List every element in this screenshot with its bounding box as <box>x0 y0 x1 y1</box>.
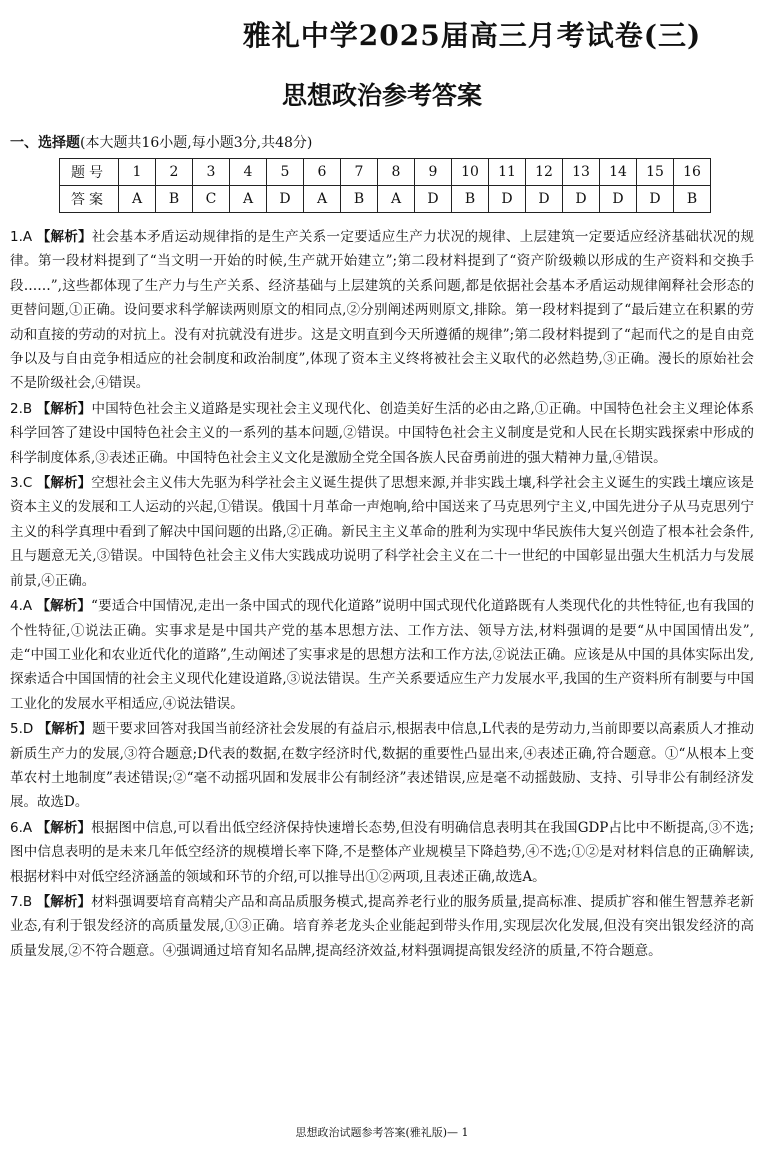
row-label-numbers: 题号 <box>60 159 119 186</box>
explanation-text: 中国特色社会主义道路是实现社会主义现代化、创造美好生活的必由之路,①正确。中国特色社会主义理论体系科学回答了建设中国特色社会主义的一系列的基本问题,②错误。中国特色社会主义制度是党和人民在长期实践探索中形成的科学制度体系,③表述正确。中国特色社会主义文化是激励全党全国各族人民奋勇前进的强大精神力量,④错误。 <box>10 400 755 466</box>
section-heading <box>10 132 312 152</box>
answer-table <box>59 158 711 213</box>
answer-cell: D <box>267 186 304 213</box>
answer-cell: D <box>600 186 637 213</box>
answer-cell: B <box>156 186 193 213</box>
page-footer: 思想政治试题参考答案(雅礼版)— 1 <box>295 1126 469 1139</box>
answer-row <box>60 186 711 213</box>
answer-cell: A <box>119 186 156 213</box>
explanation-tag: 【解析】 <box>36 598 92 615</box>
explanation-item <box>10 471 754 593</box>
explanation-tag: 【解析】 <box>36 893 92 910</box>
question-number-cell: 9 <box>415 159 452 186</box>
section-title: 一、选择题 <box>10 135 80 151</box>
answer-cell: B <box>341 186 378 213</box>
answer-cell: A <box>378 186 415 213</box>
explanation-answer-label: 6.A <box>10 819 33 836</box>
explanation-tag: 【解析】 <box>37 721 93 738</box>
answer-cell: D <box>489 186 526 213</box>
question-number-cell: 8 <box>378 159 415 186</box>
explanation-tag: 【解析】 <box>36 475 92 492</box>
explanation-text: 根据图中信息,可以看出低空经济保持快速增长态势,但没有明确信息表明其在我国GDP占比中不断提高,③不选;图中信息表明的是未来几年低空经济的规模增长率下降,不是整体产业规模呈下降趋势,④不选;①②是对材料信息的正确解读,根据材料中对低空经济涵盖的领域和环节的介绍,可以推导出①②两项,且表述正确,故选A。 <box>10 819 755 885</box>
page-title: 思想政治参考答案 <box>281 81 482 110</box>
explanation-answer-label: 7.B <box>10 893 33 910</box>
explanations-list <box>10 225 754 964</box>
question-number-cell: 10 <box>452 159 489 186</box>
question-number-cell: 6 <box>304 159 341 186</box>
question-number-cell: 11 <box>489 159 526 186</box>
answer-cell: D <box>415 186 452 213</box>
explanation-answer-label: 5.D <box>10 721 34 738</box>
question-number-cell: 3 <box>193 159 230 186</box>
explanation-item <box>10 594 754 716</box>
explanation-item <box>10 890 754 963</box>
school-exam-title: 雅礼中学2025届高三月考试卷(三) <box>242 19 702 52</box>
question-number-cell: 4 <box>230 159 267 186</box>
explanation-answer-label: 4.A <box>10 598 33 615</box>
row-label-answers: 答案 <box>60 186 119 213</box>
section-note: (本大题共16小题,每小题3分,共48分) <box>80 135 313 151</box>
explanation-item <box>10 397 754 470</box>
answer-cell: B <box>452 186 489 213</box>
explanation-item <box>10 717 754 815</box>
question-number-cell: 13 <box>563 159 600 186</box>
explanation-text: 空想社会主义伟大先驱为科学社会主义诞生提供了思想来源,并非实践土壤,科学社会主义诞生的实践土壤应该是资本主义的发展和工人运动的兴起,①错误。俄国十月革命一声炮响,给中国送来了马克思列宁主义,中国先进分子从马克思列宁主义的科学真理中看到了解决中国问题的出路,②正确。新民主主义革命的胜利为实现中华民族伟大复兴创造了根本社会条件,且与题意无关,③错误。中国特色社会主义伟大实践成功说明了科学社会主义在二十一世纪的中国彰显出强大生机活力与发展前景,④正确。 <box>10 475 754 589</box>
explanation-tag: 【解析】 <box>36 819 92 836</box>
explanation-item <box>10 816 754 889</box>
question-number-cell: 12 <box>526 159 563 186</box>
explanation-text: 材料强调要培育高精尖产品和高品质服务模式,提高养老行业的服务质量,提高标准、提质扩容和催生智慧养老新业态,有利于银发经济的高质量发展,①③正确。培育养老龙头企业能起到带头作用,实现层次化发展,但没有突出银发经济的高质量发展,②不符合题意。④强调通过培育知名品牌,提高经济效益,材料强调提高银发经济的质量,不符合题意。 <box>10 893 754 959</box>
answer-cell: A <box>230 186 267 213</box>
explanation-text: 社会基本矛盾运动规律指的是生产关系一定要适应生产力状况的规律、上层建筑一定要适应经济基础状况的规律。第一段材料提到了“当文明一开始的时候,生产就开始建立”;第二段材料提到了“资产阶级赖以形成的生产资料和交换手段……”,这些都体现了生产力与生产关系、经济基础与上层建筑的关系问题,都是依据社会基本矛盾运动规律阐释社会形态的更替问题,①正确。设问要求科学解读两则原文的相同点,②分别阐述两则原文,排除。第一段材料提到了“最后建立在积累的劳动和直接的劳动的对抗上。没有对抗就没有进步。这是文明直到今天所遵循的规律”;第二段材料提到了“起而代之的是自由竞争以及与自由竞争相适应的社会制度和政治制度”,体现了资本主义终将被社会主义取代的必然趋势,③正确。漫长的原始社会不是阶级社会,④错误。 <box>10 229 755 392</box>
question-number-cell: 14 <box>600 159 637 186</box>
answer-cell: A <box>304 186 341 213</box>
explanation-tag: 【解析】 <box>36 229 92 245</box>
answer-cell: D <box>526 186 563 213</box>
question-number-cell: 15 <box>637 159 674 186</box>
explanation-tag: 【解析】 <box>36 400 92 417</box>
question-number-cell: 1 <box>119 159 156 186</box>
question-number-cell: 5 <box>267 159 304 186</box>
explanation-answer-label: 1.A <box>10 229 33 245</box>
question-number-cell: 7 <box>341 159 378 186</box>
explanation-text: “要适合中国情况,走出一条中国式的现代化道路”说明中国式现代化道路既有人类现代化的共性特征,也有我国的个性特征,①说法正确。实事求是是中国共产党的基本思想方法、工作方法、领导方法,材料强调的是要“从中国国情出发”,走“中国工业化和农业近代化的道路”,生动阐述了实事求是的思想方法和工作方法,②说法正确。应该是从中国的具体实际出发,探索适合中国国情的社会主义现代化建设道路,③说法错误。生产关系要适应生产力发展水平,我国的生产资料所有制要与中国工业化的发展水平相适应,④说法错误。 <box>10 598 755 712</box>
explanation-answer-label: 2.B <box>10 400 33 417</box>
explanation-answer-label: 3.C <box>10 475 33 492</box>
answer-cell: D <box>637 186 674 213</box>
question-number-row <box>60 159 711 186</box>
explanation-item <box>10 225 754 396</box>
question-number-cell: 2 <box>156 159 193 186</box>
question-number-cell: 16 <box>674 159 711 186</box>
answer-cell: D <box>563 186 600 213</box>
answer-cell: C <box>193 186 230 213</box>
answer-cell: B <box>674 186 711 213</box>
explanation-text: 题干要求回答对我国当前经济社会发展的有益启示,根据表中信息,L代表的是劳动力,当前即要以高素质人才推动新质生产力的发展,③符合题意;D代表的数据,在数字经济时代,数据的重要性凸显出来,④表述正确,符合题意。①“从根本上变革农村土地制度”表述错误;②“毫不动摇巩固和发展非公有制经济”表述错误,应是毫不动摇鼓励、支持、引导非公有制经济发展。故选D。 <box>10 721 754 811</box>
